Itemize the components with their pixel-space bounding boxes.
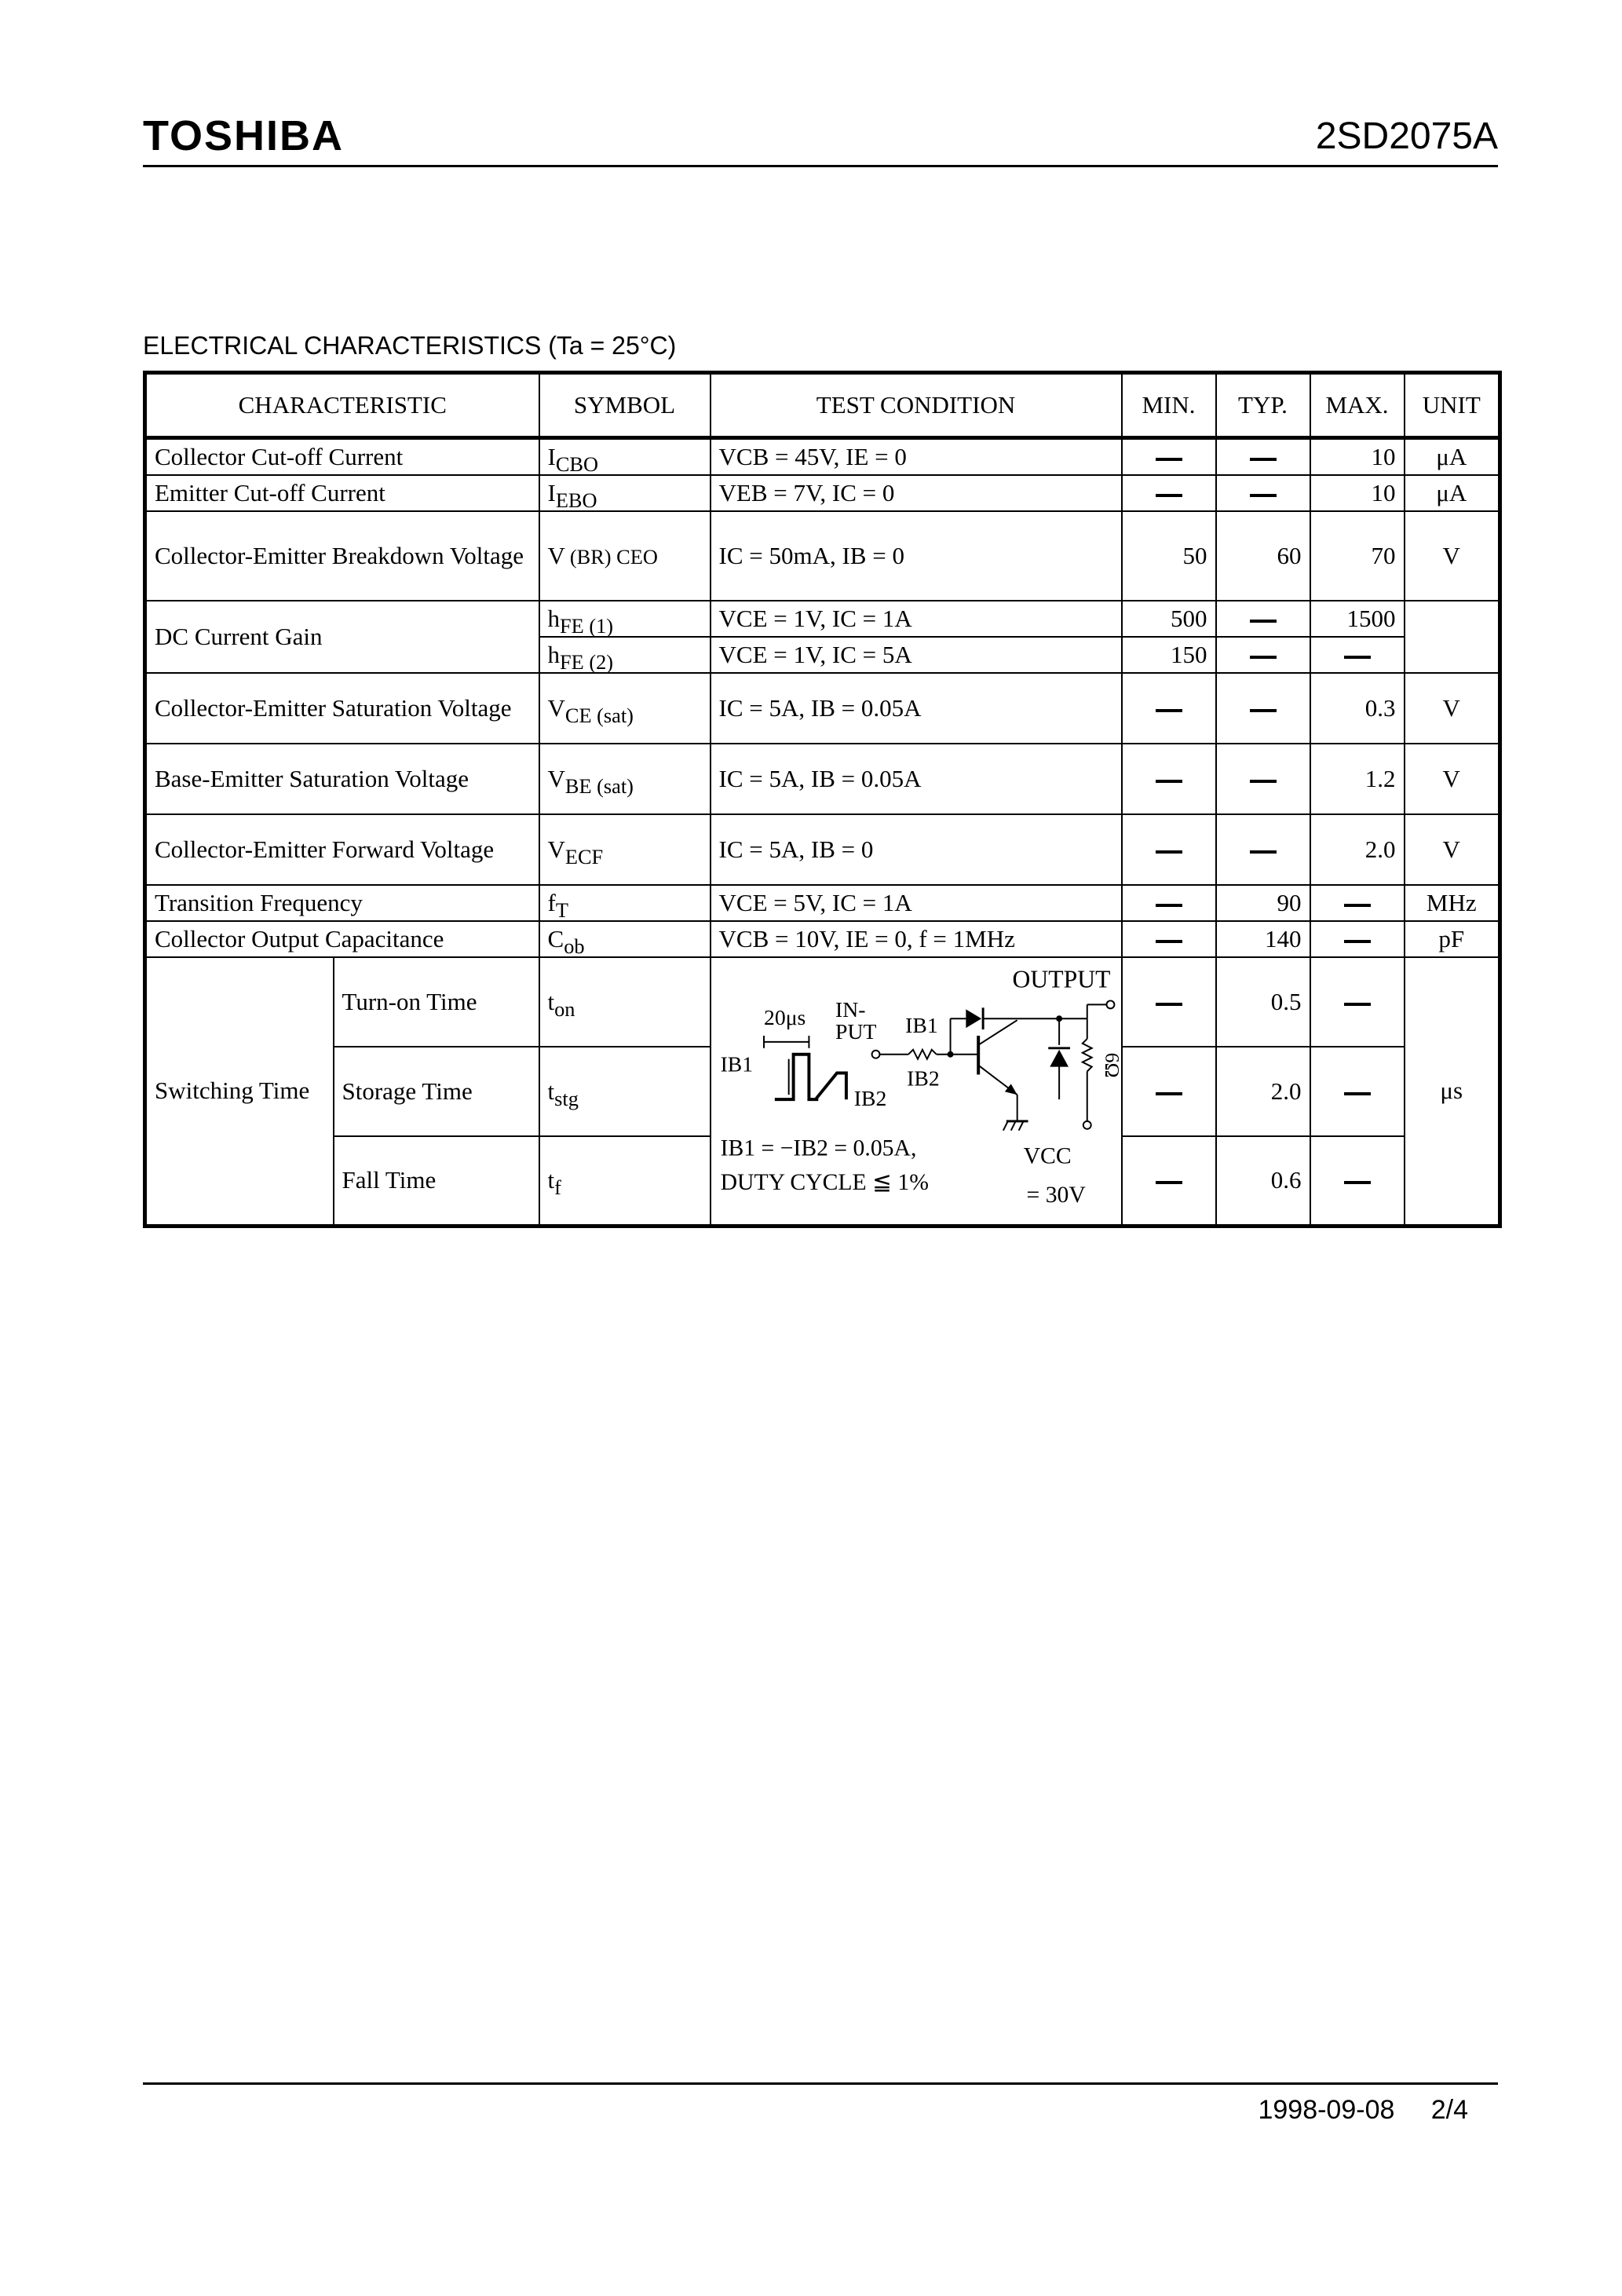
input-pulse-waveform xyxy=(774,1055,846,1099)
value-dash xyxy=(1250,656,1277,659)
value-dash xyxy=(1156,904,1182,907)
symbol-main: t xyxy=(547,987,555,1015)
output-label: OUTPUT xyxy=(1012,965,1110,993)
symbol-cell xyxy=(539,921,711,957)
value-dash xyxy=(1250,780,1277,783)
table-row xyxy=(145,673,1500,744)
symbol-main: t xyxy=(547,1077,555,1105)
speedup-diode xyxy=(966,1009,981,1028)
table-header-row xyxy=(145,373,1500,438)
table-row xyxy=(145,601,1500,637)
max-cell xyxy=(1310,637,1405,673)
footer-divider xyxy=(143,2082,1498,2085)
header-test-condition: TEST CONDITION xyxy=(711,373,1122,438)
characteristic-cell: Fall Time xyxy=(334,1136,539,1226)
symbol-cell xyxy=(539,438,711,476)
input-label-line1: IN- xyxy=(835,997,866,1022)
typ-cell xyxy=(1216,475,1310,511)
duty-cycle-label: DUTY CYCLE ≦ 1% xyxy=(720,1169,929,1195)
characteristic-cell: Collector Output Capacitance xyxy=(145,921,539,957)
output-terminal xyxy=(1106,1000,1114,1008)
max-cell xyxy=(1310,921,1405,957)
symbol-main: V xyxy=(547,541,565,569)
symbol-subscript: f xyxy=(554,1175,561,1199)
brand-logo: TOSHIBA xyxy=(143,112,345,159)
characteristic-cell: Collector-Emitter Breakdown Voltage xyxy=(145,511,539,601)
value-text: 10 xyxy=(1371,442,1396,470)
characteristic-cell: Collector-Emitter Forward Voltage xyxy=(145,814,539,885)
symbol-cell xyxy=(539,637,711,673)
typ-cell xyxy=(1216,601,1310,637)
resistor-value-label: 6Ω xyxy=(1101,1052,1124,1078)
symbol-cell xyxy=(539,885,711,921)
value-text: 140 xyxy=(1265,924,1302,952)
ib1-label-top: IB1 xyxy=(904,1013,938,1038)
test-condition-cell: VCB = 45V, IE = 0 xyxy=(711,438,1122,476)
value-text: 10 xyxy=(1371,478,1396,506)
symbol-main: t xyxy=(547,1166,555,1194)
min-cell xyxy=(1122,1136,1216,1226)
value-text: 500 xyxy=(1171,604,1207,632)
table-row xyxy=(145,885,1500,921)
typ-cell xyxy=(1216,511,1310,601)
min-cell xyxy=(1122,957,1216,1047)
max-cell xyxy=(1310,438,1405,476)
value-dash xyxy=(1156,1092,1182,1095)
input-terminal xyxy=(871,1051,879,1058)
symbol-cell xyxy=(539,1136,711,1226)
ib2-label-mid: IB2 xyxy=(906,1066,940,1091)
test-condition-cell: IC = 5A, IB = 0 xyxy=(711,814,1122,885)
base-resistor xyxy=(908,1050,937,1059)
min-cell xyxy=(1122,814,1216,885)
characteristic-cell: Storage Time xyxy=(334,1047,539,1136)
characteristic-cell: Collector-Emitter Saturation Voltage xyxy=(145,673,539,744)
max-cell xyxy=(1310,1136,1405,1226)
header-divider xyxy=(143,165,1498,167)
ground-hatch-3 xyxy=(1018,1121,1023,1131)
max-cell xyxy=(1310,957,1405,1047)
vcc-label: VCC xyxy=(1023,1143,1072,1169)
symbol-subscript: CBO xyxy=(555,452,598,476)
symbol-subscript: stg xyxy=(554,1087,579,1110)
value-dash xyxy=(1344,1003,1371,1006)
symbol-cell xyxy=(539,744,711,814)
switching-row xyxy=(145,957,1500,1047)
value-dash xyxy=(1250,850,1277,854)
unit-cell: V xyxy=(1405,814,1500,885)
value-text: 0.3 xyxy=(1364,693,1396,722)
table-row xyxy=(145,921,1500,957)
ground-hatch-2 xyxy=(1010,1121,1015,1131)
value-dash xyxy=(1344,940,1371,943)
test-condition-cell: IC = 5A, IB = 0.05A xyxy=(711,744,1122,814)
ground-hatch-1 xyxy=(1003,1121,1007,1131)
min-cell xyxy=(1122,673,1216,744)
symbol-main: h xyxy=(547,604,560,632)
min-cell xyxy=(1122,637,1216,673)
typ-cell xyxy=(1216,637,1310,673)
test-condition-cell: VEB = 7V, IC = 0 xyxy=(711,475,1122,511)
symbol-main: I xyxy=(547,478,556,506)
min-cell xyxy=(1122,885,1216,921)
value-dash xyxy=(1156,1003,1182,1006)
header-unit: UNIT xyxy=(1405,373,1500,438)
typ-cell xyxy=(1216,957,1310,1047)
symbol-subscript: ECF xyxy=(564,845,604,868)
symbol-subscript: EBO xyxy=(555,488,597,512)
ib2-label-pulse: IB2 xyxy=(853,1086,886,1111)
symbol-subscript: on xyxy=(554,997,575,1021)
value-dash xyxy=(1344,904,1371,907)
typ-cell xyxy=(1216,1136,1310,1226)
vcc-value-label: = 30V xyxy=(1026,1182,1086,1208)
max-cell xyxy=(1310,744,1405,814)
symbol-subscript: ob xyxy=(564,934,585,958)
test-condition-cell: VCE = 1V, IC = 5A xyxy=(711,637,1122,673)
symbol-cell xyxy=(539,814,711,885)
value-text: 1.2 xyxy=(1364,764,1396,792)
symbol-main: V xyxy=(547,764,565,792)
test-condition-cell: VCE = 1V, IC = 1A xyxy=(711,601,1122,637)
unit-cell: μs xyxy=(1405,957,1500,1226)
symbol-subscript: CE (sat) xyxy=(564,704,634,727)
electrical-characteristics-table xyxy=(143,371,1502,1228)
value-dash xyxy=(1156,494,1182,497)
part-number: 2SD2075A xyxy=(1315,115,1498,157)
table-row xyxy=(145,744,1500,814)
value-dash xyxy=(1250,620,1277,623)
min-cell xyxy=(1122,511,1216,601)
max-cell xyxy=(1310,673,1405,744)
typ-cell xyxy=(1216,921,1310,957)
symbol-main: h xyxy=(547,640,560,668)
unit-cell: V xyxy=(1405,744,1500,814)
emitter-arrow xyxy=(1004,1084,1017,1095)
header-min: MIN. xyxy=(1122,373,1216,438)
symbol-cell xyxy=(539,475,711,511)
characteristic-cell: Collector Cut-off Current xyxy=(145,438,539,476)
typ-cell xyxy=(1216,885,1310,921)
condition-label: IB1 = −IB2 = 0.05A, xyxy=(720,1135,916,1161)
max-cell xyxy=(1310,1047,1405,1136)
test-condition-cell: VCB = 10V, IE = 0, f = 1MHz xyxy=(711,921,1122,957)
value-dash xyxy=(1156,709,1182,712)
value-dash xyxy=(1156,458,1182,461)
value-text: 1500 xyxy=(1346,604,1396,632)
unit-cell: MHz xyxy=(1405,885,1500,921)
value-dash xyxy=(1156,780,1182,783)
value-dash xyxy=(1250,494,1277,497)
characteristic-cell: DC Current Gain xyxy=(145,601,539,673)
max-cell xyxy=(1310,511,1405,601)
footer-page: 2/4 xyxy=(1430,2095,1468,2125)
symbol-suffix: (BR) CEO xyxy=(569,545,658,569)
symbol-main: f xyxy=(547,888,556,916)
header-max: MAX. xyxy=(1310,373,1405,438)
min-cell xyxy=(1122,1047,1216,1136)
unit-cell: μA xyxy=(1405,438,1500,476)
typ-cell xyxy=(1216,673,1310,744)
pulse-width-label: 20μs xyxy=(763,1005,806,1030)
value-dash xyxy=(1250,458,1277,461)
symbol-cell xyxy=(539,601,711,637)
value-text: 0.5 xyxy=(1270,987,1302,1015)
min-cell xyxy=(1122,744,1216,814)
header-typ: TYP. xyxy=(1216,373,1310,438)
unit-cell xyxy=(1405,601,1500,673)
symbol-main: C xyxy=(547,924,564,952)
symbol-cell xyxy=(539,511,711,601)
header-symbol: SYMBOL xyxy=(539,373,711,438)
header-characteristic: CHARACTERISTIC xyxy=(145,373,539,438)
switching-group-label: Switching Time xyxy=(145,957,334,1226)
symbol-subscript: FE (1) xyxy=(560,614,614,638)
symbol-cell xyxy=(539,1047,711,1136)
table-row xyxy=(145,475,1500,511)
section-title: ELECTRICAL CHARACTERISTICS (Ta = 25°C) xyxy=(143,331,677,360)
test-condition-cell: IC = 5A, IB = 0.05A xyxy=(711,673,1122,744)
unit-cell: μA xyxy=(1405,475,1500,511)
min-cell xyxy=(1122,921,1216,957)
ecf-diode xyxy=(1050,1050,1069,1067)
symbol-cell xyxy=(539,673,711,744)
characteristic-cell: Turn-on Time xyxy=(334,957,539,1047)
test-condition-cell: IC = 50mA, IB = 0 xyxy=(711,511,1122,601)
test-condition-cell: VCE = 5V, IC = 1A xyxy=(711,885,1122,921)
value-dash xyxy=(1344,1092,1371,1095)
symbol-main: V xyxy=(547,693,565,722)
unit-cell: pF xyxy=(1405,921,1500,957)
ib1-label-left: IB1 xyxy=(720,1051,753,1077)
value-dash xyxy=(1250,709,1277,712)
symbol-subscript: FE (2) xyxy=(560,650,614,674)
unit-cell: V xyxy=(1405,511,1500,601)
footer-date: 1998-09-08 xyxy=(1258,2095,1395,2125)
typ-cell xyxy=(1216,1047,1310,1136)
value-dash xyxy=(1156,850,1182,854)
value-text: 0.6 xyxy=(1270,1166,1302,1194)
value-dash xyxy=(1156,1181,1182,1184)
symbol-subscript: BE (sat) xyxy=(564,774,634,798)
max-cell xyxy=(1310,601,1405,637)
switching-test-circuit-diagram xyxy=(711,958,1124,1224)
min-cell xyxy=(1122,601,1216,637)
switching-test-circuit xyxy=(711,957,1122,1226)
symbol-subscript: T xyxy=(555,898,568,922)
footer-date-page xyxy=(1258,2097,1468,2123)
value-dash xyxy=(1344,656,1371,659)
input-label-line2: PUT xyxy=(835,1018,876,1044)
typ-cell xyxy=(1216,438,1310,476)
value-text: 90 xyxy=(1277,888,1302,916)
symbol-main: I xyxy=(547,442,556,470)
min-cell xyxy=(1122,438,1216,476)
typ-cell xyxy=(1216,814,1310,885)
min-cell xyxy=(1122,475,1216,511)
symbol-cell xyxy=(539,957,711,1047)
value-text: 2.0 xyxy=(1270,1077,1302,1105)
characteristic-cell: Emitter Cut-off Current xyxy=(145,475,539,511)
table-row xyxy=(145,814,1500,885)
typ-cell xyxy=(1216,744,1310,814)
unit-cell: V xyxy=(1405,673,1500,744)
value-text: 50 xyxy=(1182,541,1207,569)
characteristic-cell: Transition Frequency xyxy=(145,885,539,921)
value-text: 150 xyxy=(1171,640,1207,668)
table-row xyxy=(145,438,1500,476)
value-text: 2.0 xyxy=(1364,835,1396,863)
value-text: 60 xyxy=(1277,541,1302,569)
value-dash xyxy=(1344,1181,1371,1184)
max-cell xyxy=(1310,475,1405,511)
table-row xyxy=(145,511,1500,601)
characteristic-cell: Base-Emitter Saturation Voltage xyxy=(145,744,539,814)
max-cell xyxy=(1310,814,1405,885)
value-text: 70 xyxy=(1371,541,1396,569)
vcc-terminal xyxy=(1083,1121,1090,1129)
value-dash xyxy=(1156,940,1182,943)
symbol-main: V xyxy=(547,835,565,863)
load-resistor xyxy=(1082,1039,1091,1072)
max-cell xyxy=(1310,885,1405,921)
